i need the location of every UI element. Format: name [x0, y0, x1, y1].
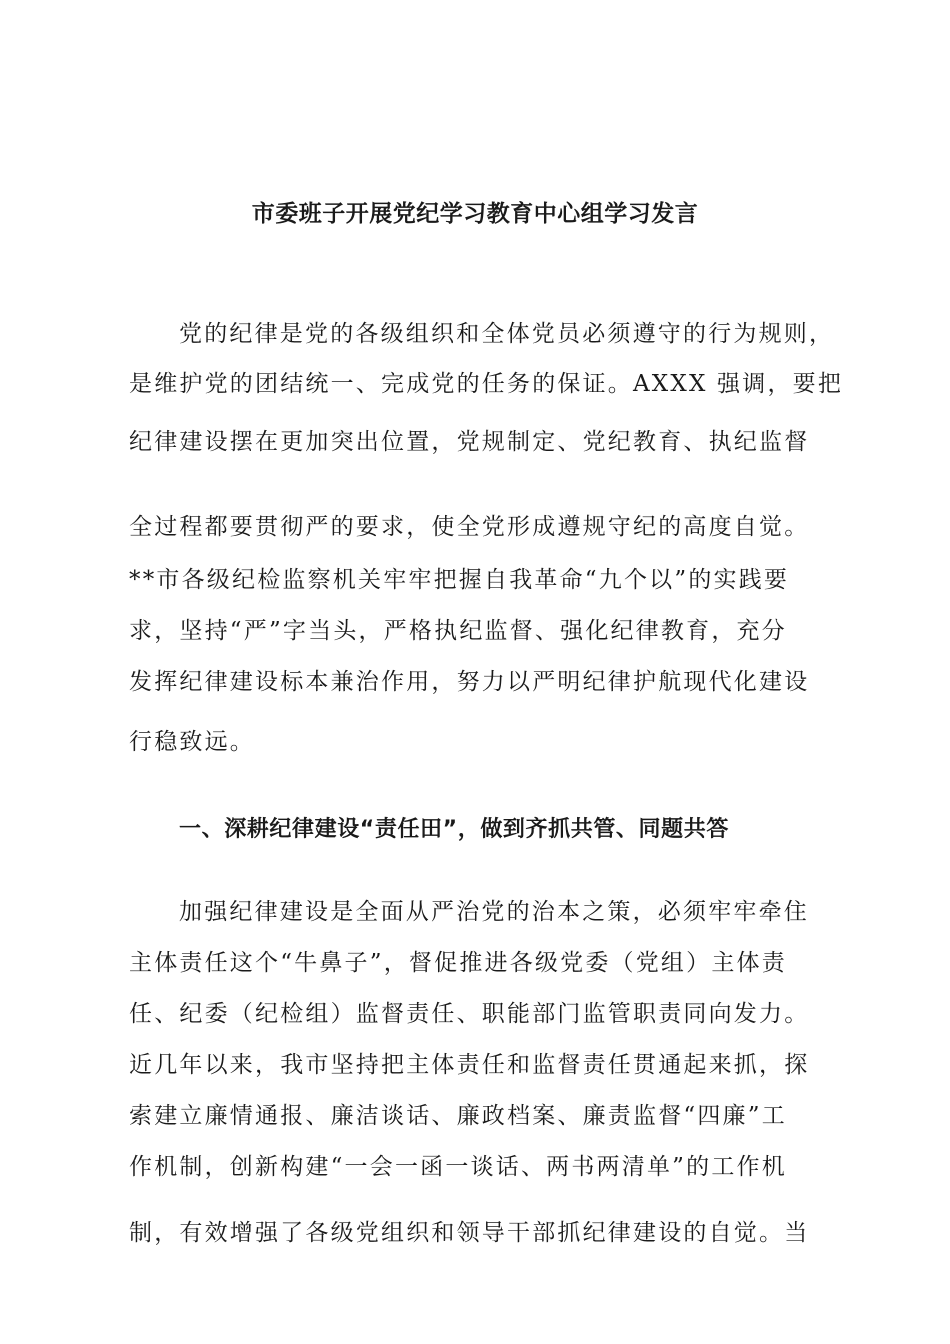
paragraph-line: 近几年以来，我市坚持把主体责任和监督责任贯通起来抓，探: [129, 1052, 810, 1078]
paragraph-line: 发挥纪律建设标本兼治作用，努力以严明纪律护航现代化建设: [129, 669, 810, 695]
paragraph-line: 党的纪律是党的各级组织和全体党员必须遵守的行为规则，: [179, 321, 835, 347]
section-heading: 一、深耕纪律建设“责任田”，做到齐抓共管、同题共答: [179, 817, 729, 842]
paragraph-line: 行稳致远。: [129, 729, 255, 755]
paragraph-line: 索建立廉情通报、廉洁谈话、廉政档案、廉责监督“四廉”工: [129, 1103, 787, 1129]
paragraph-line: 主体责任这个“牛鼻子”，督促推进各级党委（党组）主体责: [129, 950, 787, 976]
paragraph-line: 全过程都要贯彻严的要求，使全党形成遵规守纪的高度自觉。: [129, 514, 810, 540]
document-title: 市委班子开展党纪学习教育中心组学习发言: [251, 201, 699, 227]
paragraph-line: 求，坚持“严”字当头，严格执纪监督、强化纪律教育，充分: [129, 618, 787, 644]
paragraph-line: 作机制，创新构建“一会一函一谈话、两书两清单”的工作机: [129, 1154, 787, 1180]
paragraph-line: 是维护党的团结统一、完成党的任务的保证。AXXX 强调，要把: [129, 371, 844, 397]
paragraph-line: 纪律建设摆在更加突出位置，党规制定、党纪教育、执纪监督: [129, 429, 810, 455]
paragraph-line: 加强纪律建设是全面从严治党的治本之策，必须牢牢牵住: [179, 899, 809, 925]
paragraph-line: 任、纪委（纪检组）监督责任、职能部门监管职责同向发力。: [129, 1001, 810, 1027]
paragraph-line: 制，有效增强了各级党组织和领导干部抓纪律建设的自觉。当: [129, 1220, 810, 1246]
paragraph-line: **市各级纪检监察机关牢牢把握自我革命“九个以”的实践要: [129, 567, 790, 593]
